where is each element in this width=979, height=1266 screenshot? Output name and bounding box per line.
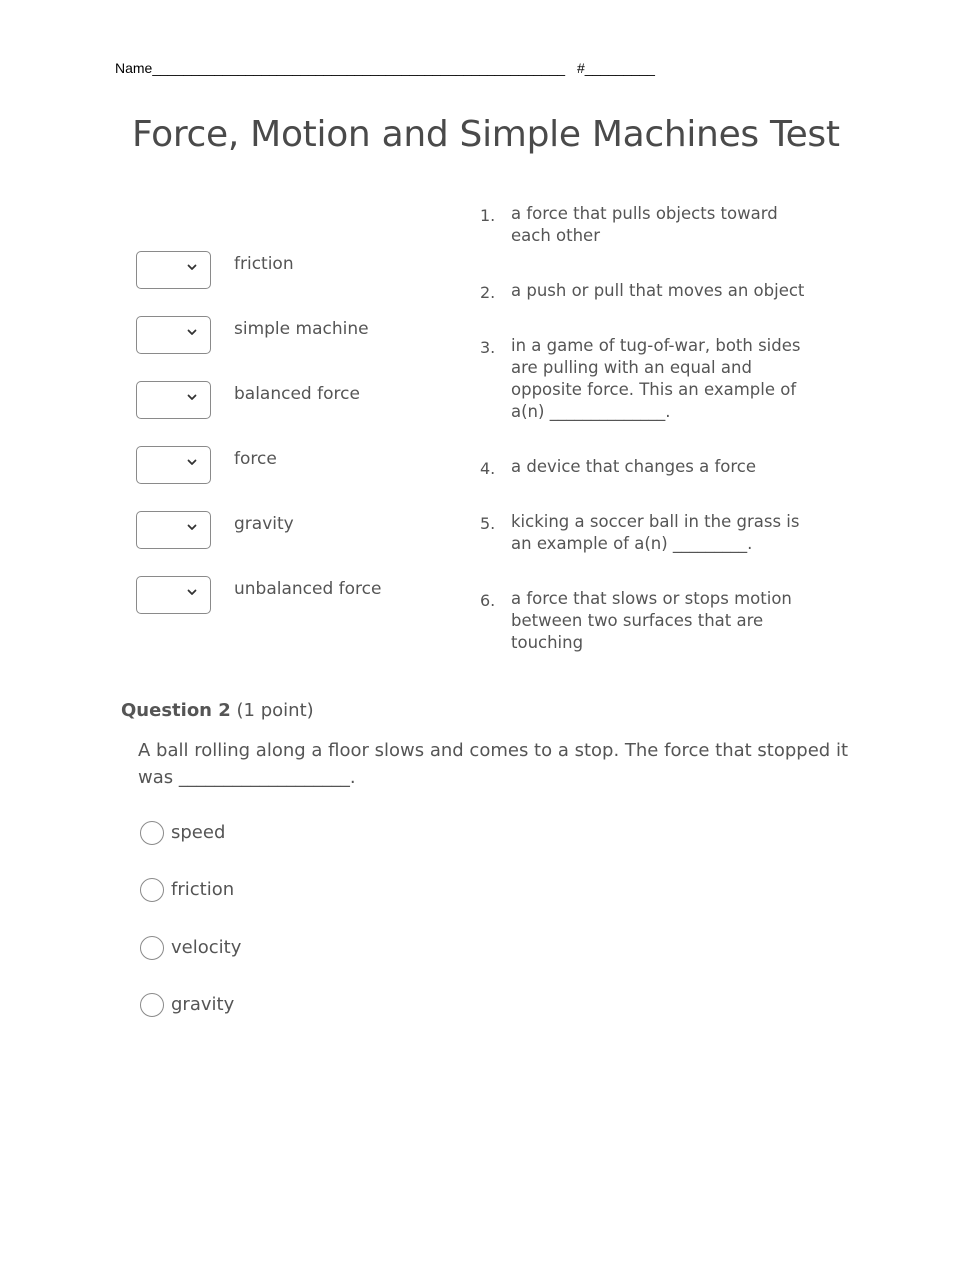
option-label[interactable]: friction [171, 879, 235, 900]
page-title: Force, Motion and Simple Machines Test [132, 114, 840, 155]
chevron-down-icon [186, 261, 198, 273]
match-row-unbalanced-force [136, 576, 456, 616]
chevron-down-icon [186, 586, 198, 598]
term-label: force [234, 449, 277, 469]
radio-button[interactable] [140, 936, 164, 960]
chevron-down-icon [186, 456, 198, 468]
option-label[interactable]: velocity [171, 937, 242, 958]
term-label: gravity [234, 514, 294, 534]
answer-dropdown[interactable] [136, 251, 211, 289]
definition-item [480, 456, 810, 480]
match-row-force [136, 446, 456, 486]
definition-number: 3. [480, 338, 496, 357]
term-label: friction [234, 254, 294, 274]
definition-text: kicking a soccer ball in the grass is an example of a(n) _________. [511, 512, 800, 553]
answer-dropdown[interactable] [136, 511, 211, 549]
definition-text: in a game of tug-of-war, both sides are pulling with an equal and opposite force. This an example of a(n) ______________. [511, 336, 801, 421]
chevron-down-icon [186, 521, 198, 533]
definition-item [480, 335, 810, 425]
definition-number: 4. [480, 459, 496, 478]
definition-text: a device that changes a force [511, 457, 757, 476]
chevron-down-icon [186, 326, 198, 338]
answer-dropdown[interactable] [136, 381, 211, 419]
answer-dropdown[interactable] [136, 446, 211, 484]
definition-item [480, 280, 810, 304]
radio-button[interactable] [140, 993, 164, 1017]
chevron-down-icon [186, 391, 198, 403]
definition-number: 2. [480, 283, 496, 302]
definition-number: 6. [480, 591, 496, 610]
option-label[interactable]: gravity [171, 994, 235, 1015]
definition-text: a force that slows or stops motion between two surfaces that are touching [511, 589, 792, 652]
match-row-simple-machine [136, 316, 456, 356]
term-label: balanced force [234, 384, 360, 404]
term-label: simple machine [234, 319, 369, 339]
radio-button[interactable] [140, 878, 164, 902]
match-row-gravity [136, 511, 456, 551]
answer-dropdown[interactable] [136, 576, 211, 614]
question-text: A ball rolling along a floor slows and comes to a stop. The force that stopped it was ___________________. [138, 740, 849, 788]
definition-number: 1. [480, 206, 496, 225]
answer-dropdown[interactable] [136, 316, 211, 354]
name-field-label: Name_____________________________________________________ [115, 60, 566, 76]
definition-item [480, 203, 810, 249]
question-heading [121, 700, 314, 721]
definition-text: a push or pull that moves an object [511, 281, 805, 300]
question-points: (1 point) [236, 700, 314, 721]
definition-text: a force that pulls objects toward each other [511, 204, 778, 245]
question-label: Question 2 [121, 700, 231, 721]
radio-button[interactable] [140, 821, 164, 845]
number-field-label: #_________ [577, 60, 655, 76]
term-label: unbalanced force [234, 579, 382, 599]
match-row-balanced-force [136, 381, 456, 421]
definition-number: 5. [480, 514, 496, 533]
definition-item [480, 511, 810, 557]
name-number-line [115, 60, 655, 76]
match-row-friction [136, 251, 456, 291]
definition-item [480, 588, 810, 656]
option-label[interactable]: speed [171, 822, 226, 843]
